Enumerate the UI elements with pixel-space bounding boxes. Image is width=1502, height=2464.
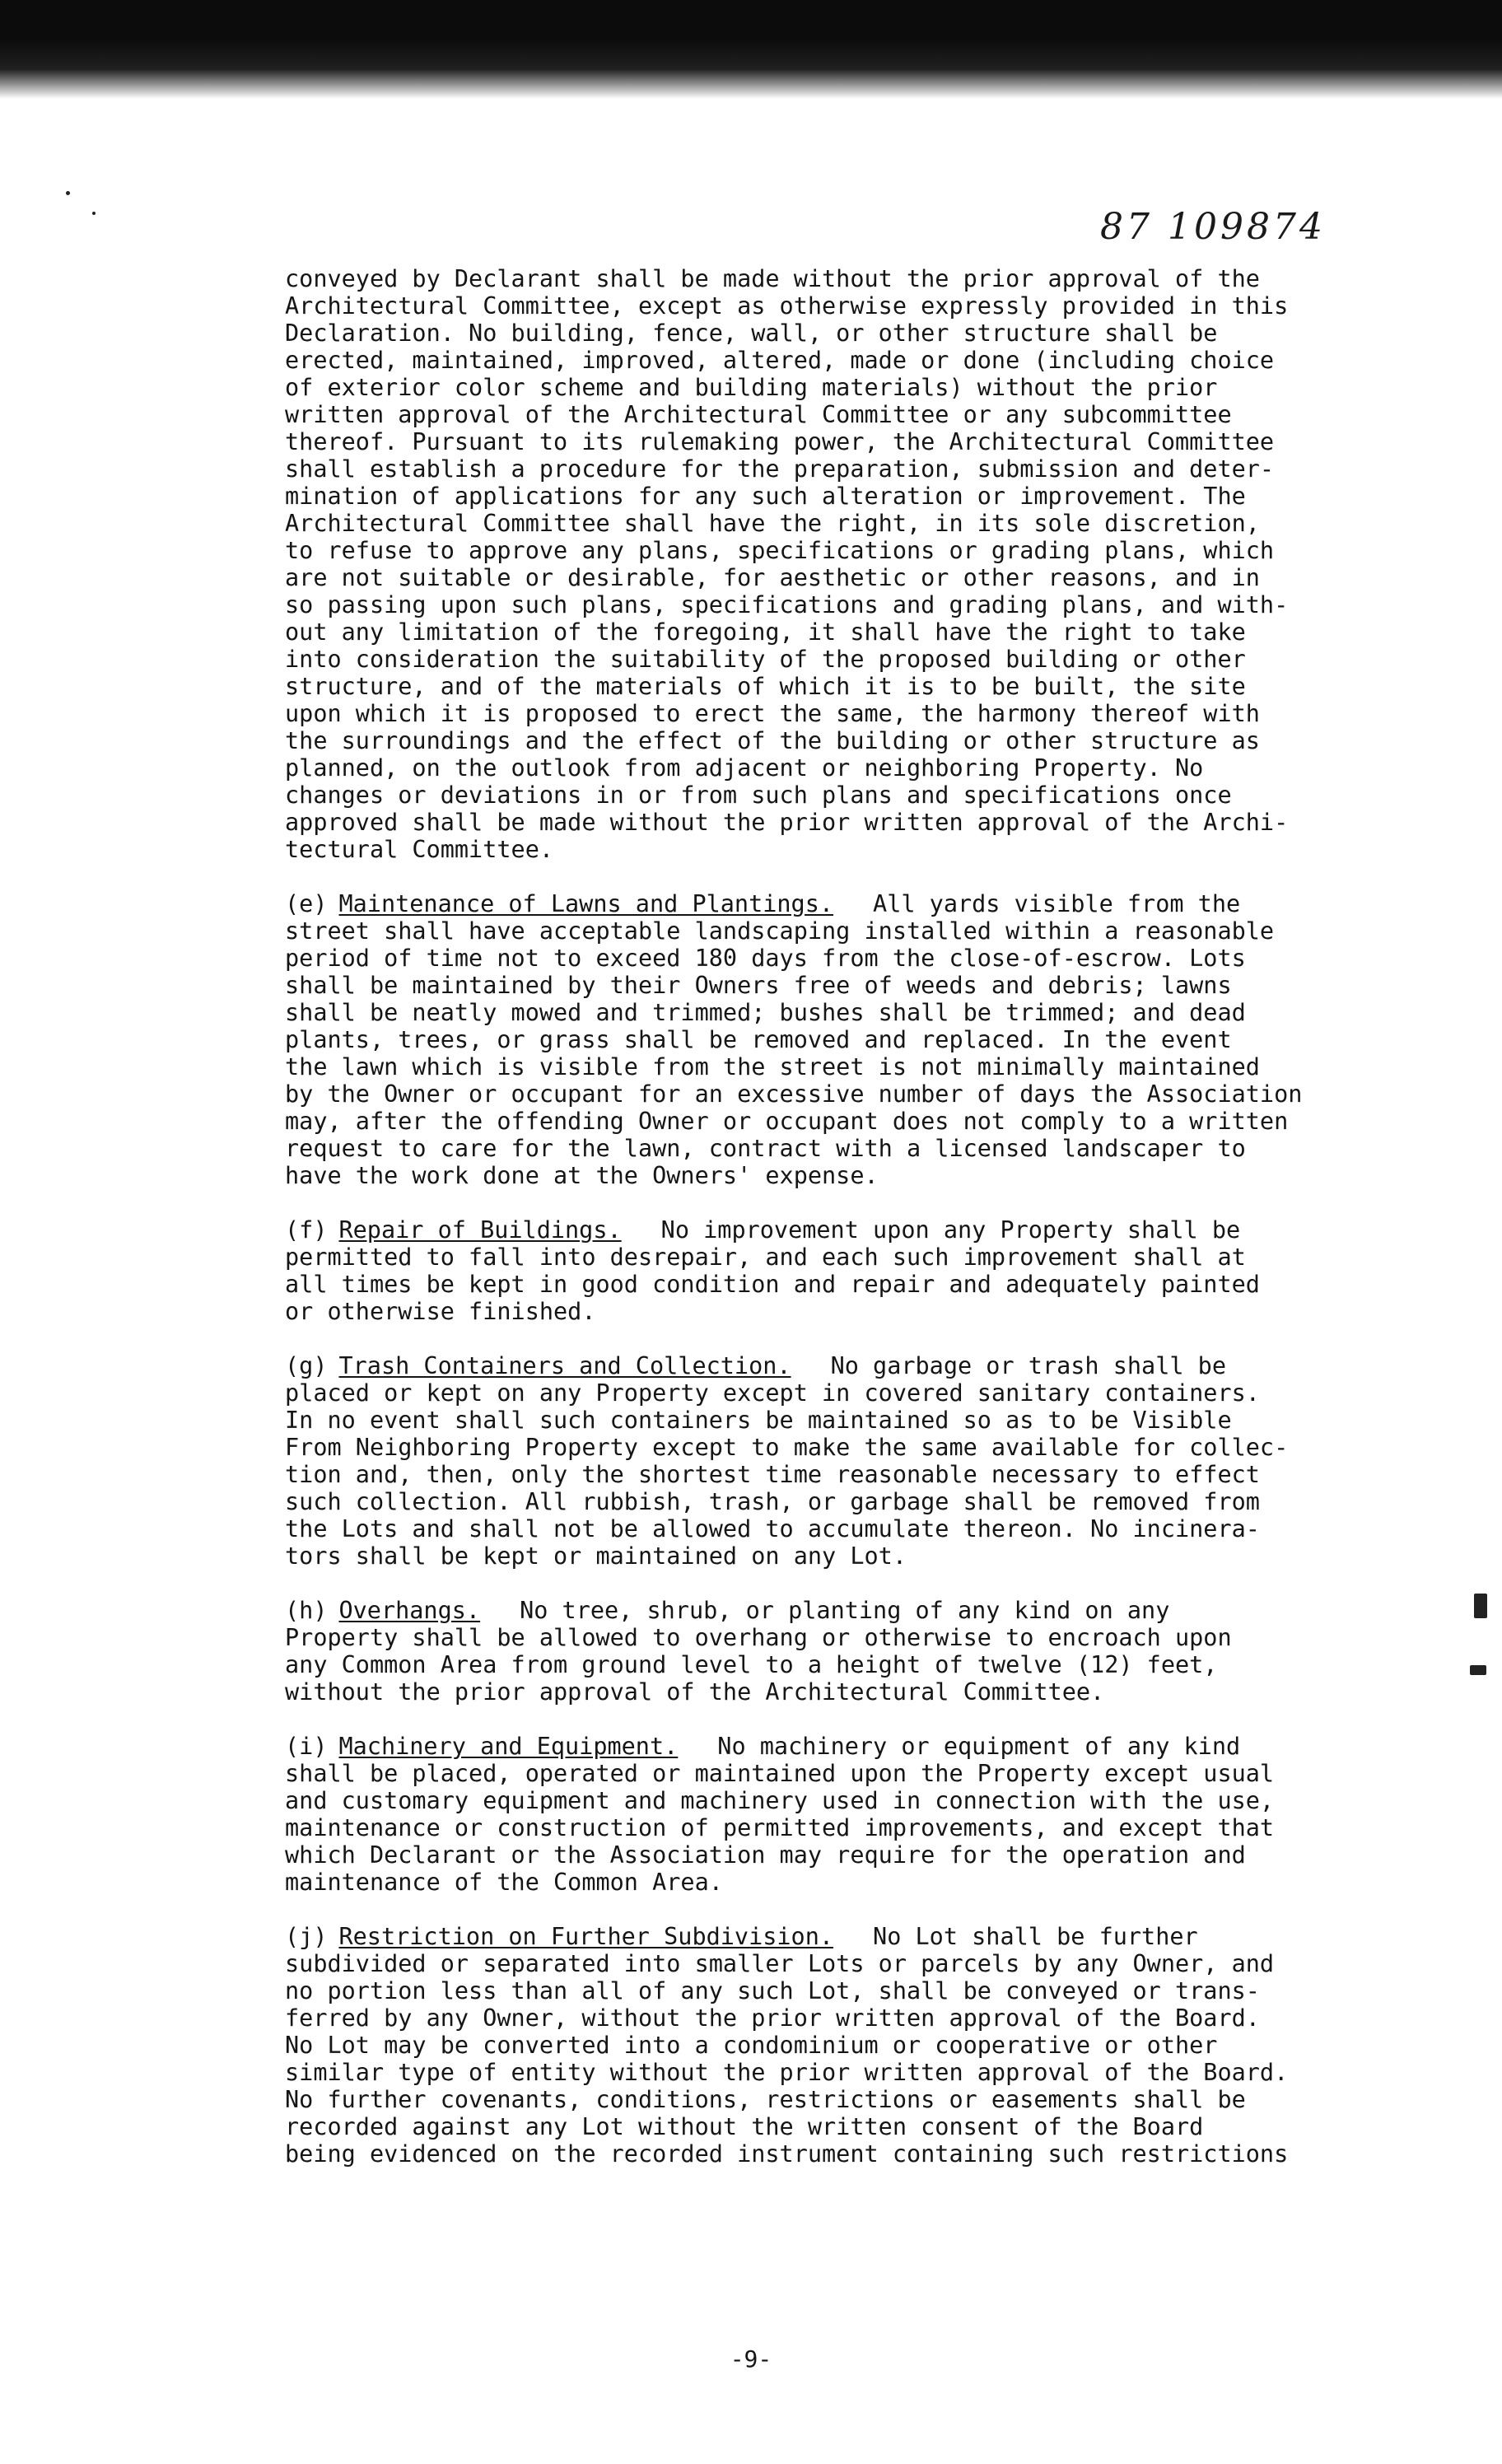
text-line: may, after the offending Owner or occupant does not comply to a written — [285, 1108, 1289, 1135]
text-line: recorded against any Lot without the written consent of the Board — [285, 2113, 1204, 2140]
text-line: and customary equipment and machinery used in connection with the use, — [285, 1787, 1275, 1814]
text-line: planned, on the outlook from adjacent or neighboring Property. No — [285, 754, 1204, 782]
section-heading: Maintenance of Lawns and Plantings. — [338, 890, 834, 917]
text-line: or otherwise finished. — [285, 1298, 596, 1325]
text-line: the surroundings and the effect of the building or other structure as — [285, 727, 1260, 754]
section-lead-line — [285, 890, 1318, 917]
section-first-text: No machinery or equipment of any kind — [717, 1733, 1241, 1760]
text-line: erected, maintained, improved, altered, made or done (including choice — [285, 347, 1275, 374]
section-marker: (f) — [285, 1216, 328, 1244]
scan-speck — [1474, 1594, 1487, 1618]
section-heading: Trash Containers and Collection. — [338, 1352, 791, 1379]
document-number: 87 109874 — [1100, 206, 1326, 248]
section-lead-line — [285, 1352, 1318, 1379]
text-line: No further covenants, conditions, restrictions or easements shall be — [285, 2086, 1246, 2113]
section-first-text: No improvement upon any Property shall be — [660, 1216, 1241, 1244]
text-line: the lawn which is visible from the street is not minimally maintained — [285, 1053, 1260, 1080]
section-paragraph — [285, 1733, 1318, 1896]
text-line: thereof. Pursuant to its rulemaking power, the Architectural Committee — [285, 428, 1275, 455]
text-line: permitted to fall into desrepair, and each such improvement shall at — [285, 1244, 1246, 1271]
text-line: ferred by any Owner, without the prior written approval of the Board. — [285, 2004, 1260, 2032]
text-line: are not suitable or desirable, for aesthetic or other reasons, and in — [285, 564, 1260, 591]
scan-speck — [92, 212, 96, 215]
text-line: tors shall be kept or maintained on any Lot. — [285, 1542, 907, 1570]
section-paragraph — [285, 890, 1318, 1189]
text-line: street shall have acceptable landscaping installed within a reasonable — [285, 917, 1275, 945]
section-lead-line — [285, 1733, 1318, 1760]
text-line: by the Owner or occupant for an excessive number of days the Association — [285, 1080, 1303, 1108]
text-line: all times be kept in good condition and repair and adequately painted — [285, 1271, 1260, 1298]
text-line: shall be placed, operated or maintained upon the Property except usual — [285, 1760, 1275, 1787]
section-lead-line — [285, 1923, 1318, 1950]
section-lead-line — [285, 1597, 1318, 1624]
text-line: any Common Area from ground level to a height of twelve (12) feet, — [285, 1651, 1218, 1678]
text-line: no portion less than all of any such Lot, shall be conveyed or trans- — [285, 1977, 1260, 2004]
text-line: so passing upon such plans, specifications and grading plans, and with- — [285, 591, 1289, 618]
text-line: conveyed by Declarant shall be made without the prior approval of the — [285, 265, 1260, 292]
text-line: mination of applications for any such alteration or improvement. The — [285, 483, 1246, 510]
text-line: period of time not to exceed 180 days from the close-of-escrow. Lots — [285, 945, 1246, 972]
section-first-text: No Lot shall be further — [873, 1923, 1198, 1950]
text-line: Property shall be allowed to overhang or otherwise to encroach upon — [285, 1624, 1232, 1651]
section-marker: (h) — [285, 1597, 328, 1624]
page-number: -9- — [730, 2345, 772, 2373]
text-line: similar type of entity without the prior written approval of the Board. — [285, 2059, 1289, 2086]
section-marker: (g) — [285, 1352, 328, 1379]
text-line: From Neighboring Property except to make the same available for collec- — [285, 1434, 1289, 1461]
text-line: shall establish a procedure for the preparation, submission and deter- — [285, 455, 1275, 483]
text-line: shall be maintained by their Owners free of weeds and debris; lawns — [285, 972, 1232, 999]
text-line: to refuse to approve any plans, specifications or grading plans, which — [285, 537, 1275, 564]
section-heading: Restriction on Further Subdivision. — [338, 1923, 834, 1950]
text-line: No Lot may be converted into a condominium or cooperative or other — [285, 2032, 1218, 2059]
sections-container — [285, 890, 1318, 2168]
text-line: which Declarant or the Association may require for the operation and — [285, 1841, 1246, 1869]
section-marker: (i) — [285, 1733, 328, 1760]
section-paragraph — [285, 1216, 1318, 1325]
section-marker: (j) — [285, 1923, 328, 1950]
text-line: tion and, then, only the shortest time reasonable necessary to effect — [285, 1461, 1260, 1488]
text-line: maintenance of the Common Area. — [285, 1869, 723, 1896]
text-line: being evidenced on the recorded instrument containing such restrictions — [285, 2140, 1289, 2168]
text-line: changes or deviations in or from such plans and specifications once — [285, 782, 1232, 809]
section-paragraph — [285, 1352, 1318, 1570]
section-marker: (e) — [285, 890, 328, 917]
text-line: written approval of the Architectural Committee or any subcommittee — [285, 401, 1232, 428]
section-heading: Machinery and Equipment. — [338, 1733, 679, 1760]
text-line: upon which it is proposed to erect the same, the harmony thereof with — [285, 700, 1260, 727]
scan-speck — [66, 191, 70, 195]
text-line: the Lots and shall not be allowed to accumulate thereon. No incinera- — [285, 1515, 1260, 1542]
text-line: Architectural Committee shall have the right, in its sole discretion, — [285, 510, 1260, 537]
text-line: In no event shall such containers be maintained so as to be Visible — [285, 1407, 1232, 1434]
text-line: of exterior color scheme and building materials) without the prior — [285, 374, 1218, 401]
text-line: tectural Committee. — [285, 836, 554, 863]
section-heading: Overhangs. — [338, 1597, 481, 1624]
text-line: structure, and of the materials of which it is to be built, the site — [285, 673, 1246, 700]
text-line: plants, trees, or grass shall be removed and replaced. In the event — [285, 1026, 1232, 1053]
section-lead-line — [285, 1216, 1318, 1244]
scan-speck — [1470, 1665, 1486, 1675]
text-line: shall be neatly mowed and trimmed; bushes shall be trimmed; and dead — [285, 999, 1246, 1026]
text-line: subdivided or separated into smaller Lots or parcels by any Owner, and — [285, 1950, 1275, 1977]
text-line: Declaration. No building, fence, wall, or other structure shall be — [285, 320, 1218, 347]
text-line: out any limitation of the foregoing, it shall have the right to take — [285, 618, 1246, 646]
text-line: approved shall be made without the prior written approval of the Archi- — [285, 809, 1289, 836]
text-line: have the work done at the Owners' expense. — [285, 1162, 879, 1189]
section-paragraph — [285, 1923, 1318, 2168]
section-paragraph — [285, 1597, 1318, 1706]
section-first-text: All yards visible from the — [873, 890, 1241, 917]
text-line: maintenance or construction of permitted improvements, and except that — [285, 1814, 1275, 1841]
text-line: placed or kept on any Property except in covered sanitary containers. — [285, 1379, 1260, 1407]
text-line: such collection. All rubbish, trash, or garbage shall be removed from — [285, 1488, 1260, 1515]
scan-top-border — [0, 0, 1502, 99]
section-heading: Repair of Buildings. — [338, 1216, 622, 1244]
document-body — [285, 265, 1318, 2168]
text-line: Architectural Committee, except as otherwise expressly provided in this — [285, 292, 1289, 320]
section-first-text: No garbage or trash shall be — [830, 1352, 1226, 1379]
text-line: without the prior approval of the Architectural Committee. — [285, 1678, 1105, 1706]
text-line: into consideration the suitability of the proposed building or other — [285, 646, 1246, 673]
intro-paragraph — [285, 265, 1318, 863]
section-first-text: No tree, shrub, or planting of any kind on any — [520, 1597, 1170, 1624]
text-line: request to care for the lawn, contract with a licensed landscaper to — [285, 1135, 1246, 1162]
